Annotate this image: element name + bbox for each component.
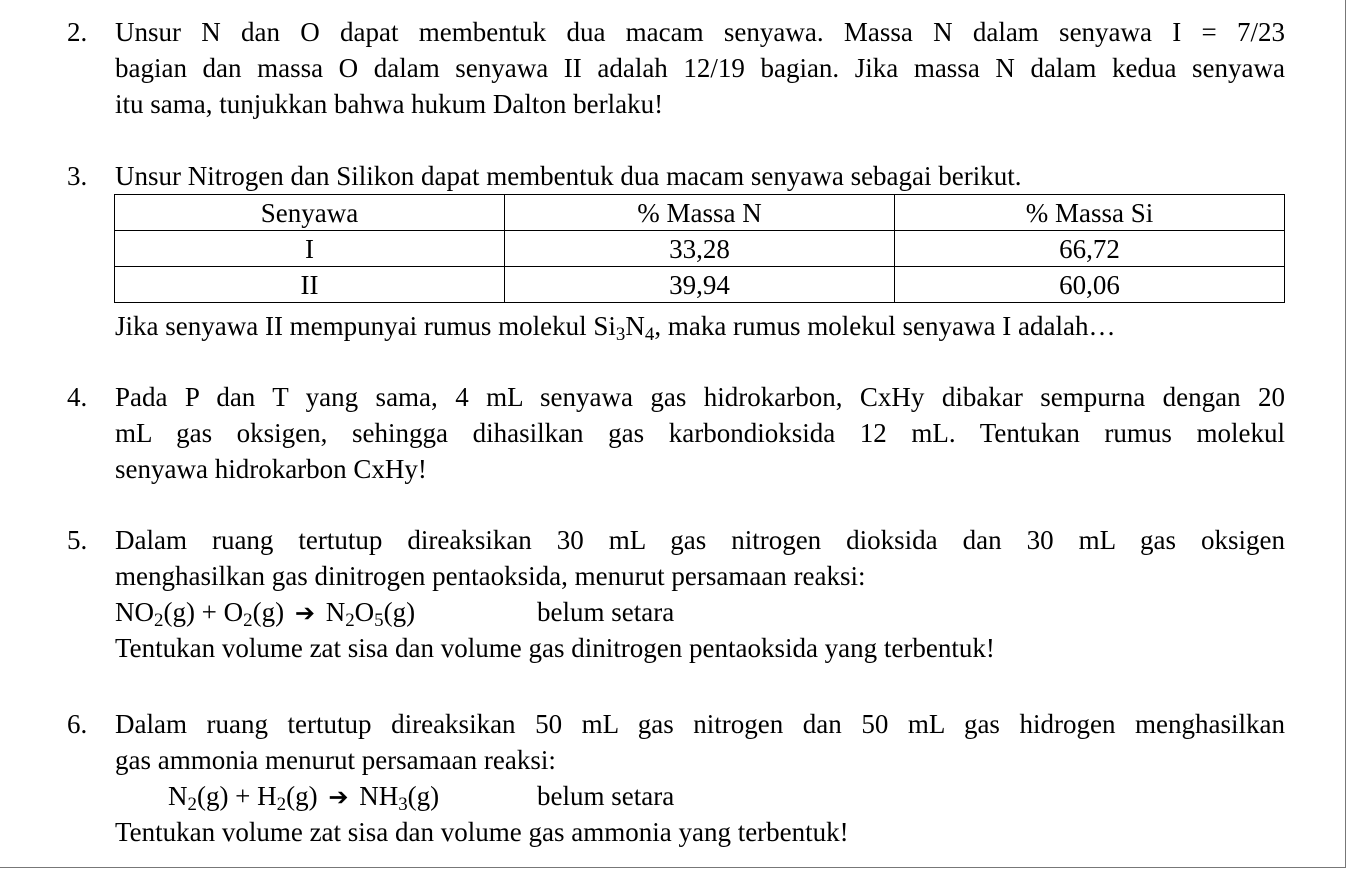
subscript: 4 <box>644 323 655 345</box>
arrow-icon: ➔ <box>328 785 349 811</box>
question-text-line: gas ammonia menurut persamaan reaksi: <box>115 745 556 775</box>
table-cell: I <box>115 231 505 267</box>
arrow-icon: ➔ <box>294 601 315 627</box>
question-text-line: Pada P dan T yang sama, 4 mL senyawa gas hidrokarbon, CxHy dibakar sempurna dengan 20 <box>115 382 1285 412</box>
question-text-line: Tentukan volume zat sisa dan volume gas ammonia yang terbentuk! <box>115 817 849 847</box>
subscript: 3 <box>615 323 626 345</box>
text-segment: (g) <box>286 781 318 811</box>
question-intro: Unsur Nitrogen dan Silikon dapat membentuk dua macam senyawa sebagai berikut. <box>115 161 1022 191</box>
question-text-line: senyawa hidrokarbon CxHy! <box>115 454 427 484</box>
question-3 <box>67 158 1285 194</box>
question-number: 4. <box>67 382 88 412</box>
table-row <box>115 267 1285 303</box>
question-2 <box>67 14 1285 122</box>
table-header-cell: % Massa Si <box>895 195 1285 231</box>
table-cell: 60,06 <box>895 267 1285 303</box>
question-text-line <box>115 308 1285 344</box>
question-3-followup <box>67 308 1285 344</box>
table-cell: 39,94 <box>505 267 895 303</box>
text-segment: (g) + H <box>196 781 277 811</box>
question-text-line: mL gas oksigen, sehingga dihasilkan gas karbondioksida 12 mL. Tentukan rumus molekul <box>115 418 1285 448</box>
reaction-equation <box>115 778 1285 814</box>
subscript: 5 <box>374 609 384 631</box>
question-6 <box>67 706 1285 850</box>
question-text-line: menghasilkan gas dinitrogen pentaoksida, menurut persamaan reaksi: <box>115 561 866 591</box>
text-segment: NH <box>359 781 399 811</box>
question-4 <box>67 379 1285 487</box>
table-header-cell: Senyawa <box>115 195 505 231</box>
text-segment: N <box>325 597 346 627</box>
subscript: 2 <box>243 609 253 631</box>
subscript: 2 <box>345 609 355 631</box>
question-text-line: Unsur N dan O dapat membentuk dua macam senyawa. Massa N dalam senyawa I = 7/23 <box>115 17 1285 47</box>
equation-formula <box>168 781 440 815</box>
equation-note: belum setara <box>537 597 675 627</box>
question-text-line: Tentukan volume zat sisa dan volume gas dinitrogen pentaoksida yang terbentuk! <box>115 633 995 663</box>
table-header-row <box>115 195 1285 231</box>
question-number: 3. <box>67 161 88 191</box>
question-5 <box>67 522 1285 666</box>
reaction-equation <box>115 594 1285 630</box>
text-segment: (g) + O <box>163 597 244 627</box>
question-number: 5. <box>67 525 88 555</box>
question-text-line: Dalam ruang tertutup direaksikan 30 mL gas nitrogen dioksida dan 30 mL gas oksigen <box>115 525 1285 555</box>
text-segment: Jika senyawa II mempunyai rumus molekul Si <box>115 311 616 341</box>
text-segment: NO <box>115 597 154 627</box>
table-cell: 33,28 <box>505 231 895 267</box>
equation-formula <box>115 597 416 631</box>
text-segment: (g) <box>407 781 440 811</box>
table-row <box>115 231 1285 267</box>
subscript: 2 <box>276 793 287 815</box>
subscript: 2 <box>154 609 164 631</box>
compound-table <box>114 194 1285 303</box>
subscript: 3 <box>398 793 408 815</box>
question-number: 6. <box>67 709 88 739</box>
table-header-cell: % Massa N <box>505 195 895 231</box>
equation-note: belum setara <box>537 781 675 811</box>
table-cell: 66,72 <box>895 231 1285 267</box>
question-text-line: Dalam ruang tertutup direaksikan 50 mL gas nitrogen dan 50 mL gas hidrogen menghasilkan <box>115 709 1285 739</box>
text-segment: (g) <box>383 597 416 627</box>
text-segment: , maka rumus molekul senyawa I adalah… <box>654 311 1116 341</box>
table-cell: II <box>115 267 505 303</box>
text-segment: N <box>168 781 188 811</box>
question-text-line: itu sama, tunjukkan bahwa hukum Dalton berlaku! <box>115 89 664 119</box>
text-segment: N <box>625 311 645 341</box>
question-number: 2. <box>67 17 88 47</box>
subscript: 2 <box>187 793 197 815</box>
question-text-line: bagian dan massa O dalam senyawa II adalah 12/19 bagian. Jika massa N dalam kedua senyawa <box>115 53 1285 83</box>
text-segment: O <box>354 597 375 627</box>
text-segment: (g) <box>252 597 285 627</box>
